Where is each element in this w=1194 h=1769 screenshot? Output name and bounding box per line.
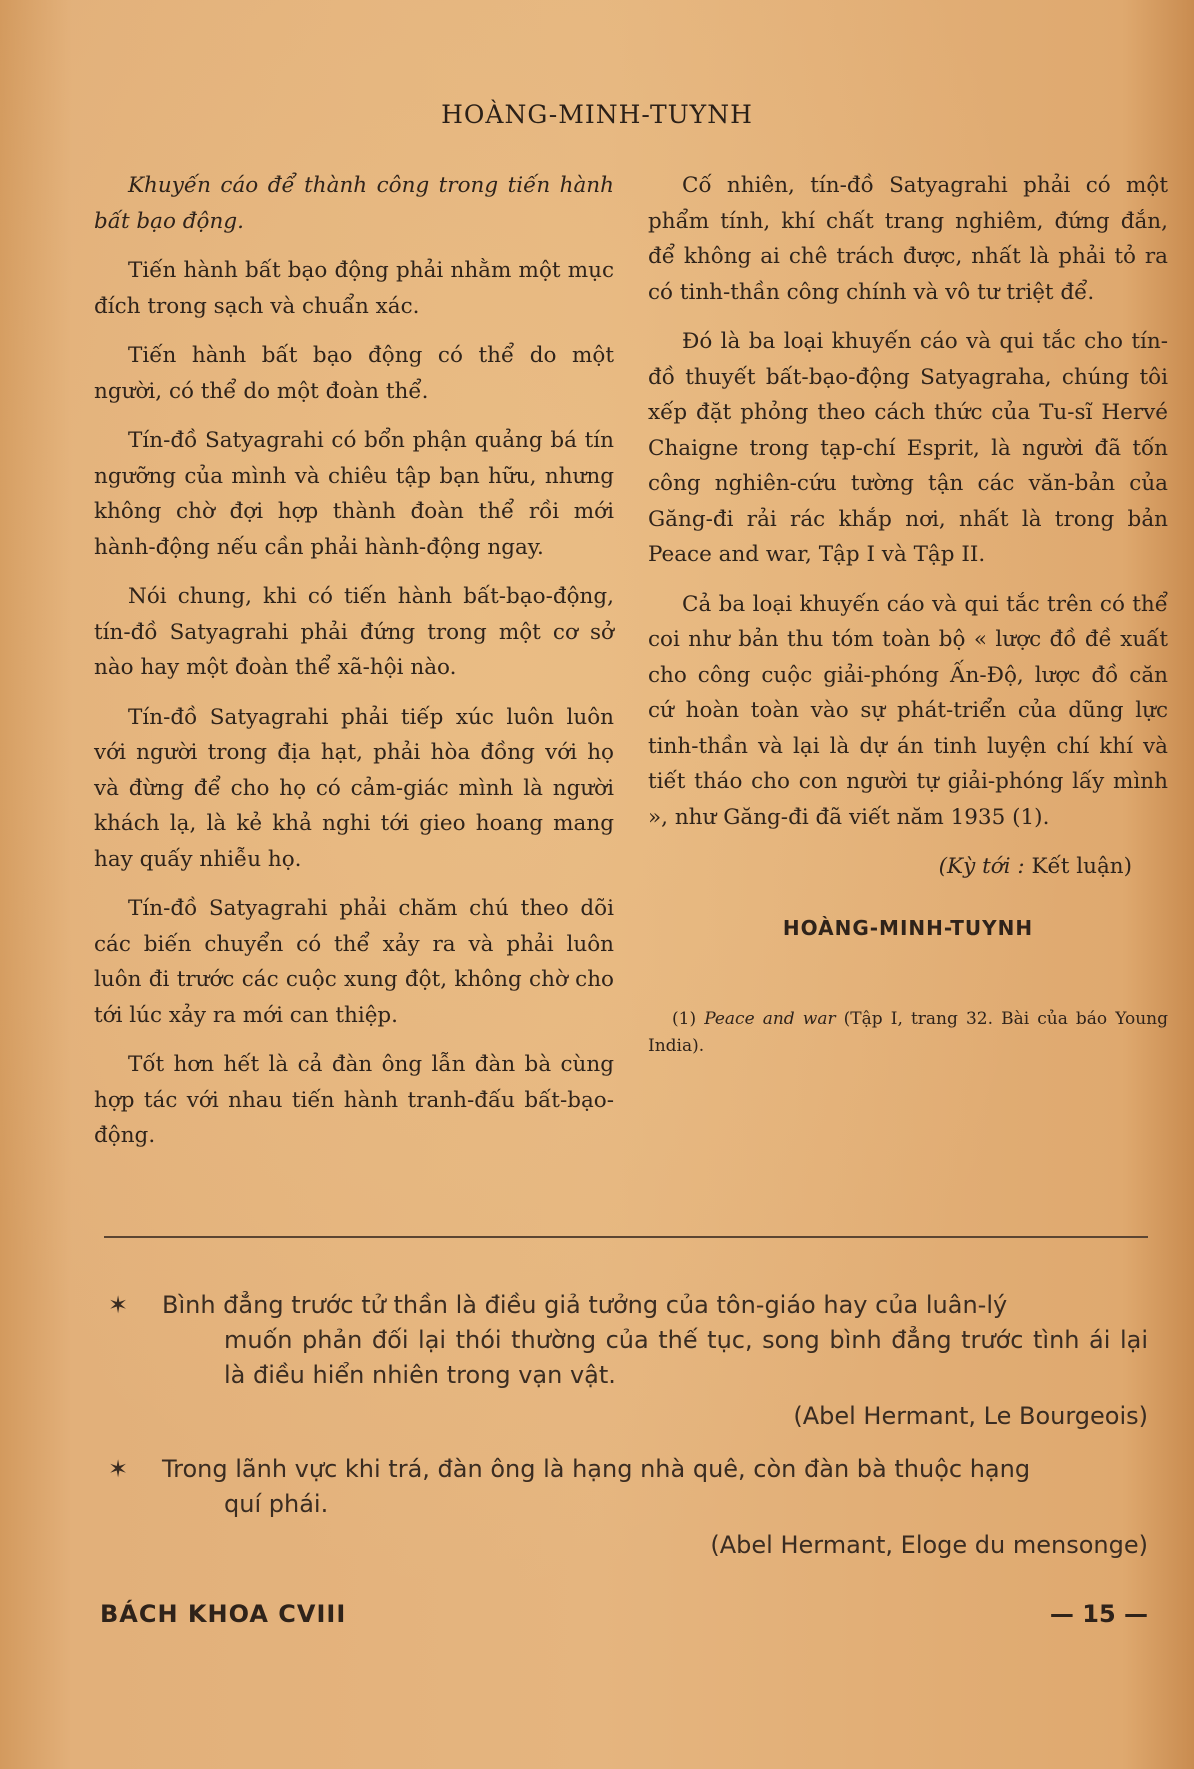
footnote-number: (1) [672, 1009, 697, 1029]
footnote-text: (Tập I, trang 32. Bài của báo Young India). [648, 1009, 1169, 1056]
section-divider [104, 1236, 1148, 1238]
footnote [648, 1006, 1168, 1060]
paragraph: Tín-đồ Satyagrahi có bổn phận quảng bá tín ngưỡng của mình và chiêu tập bạn hữu, nhưng không chờ đợi hợp thành đoàn thể rồi mới hành-động nếu cần phải hành-động ngay. [94, 428, 614, 560]
paragraph: Đó là ba loại khuyến cáo và qui tắc cho tín-đồ thuyết bất-bạo-động Satyagraha, chúng tôi xếp đặt phỏng theo cách thức của Tu-sĩ Hervé Chaigne trong tạp-chí Esprit, là người đã tốn công nghiên-cứu tường tận các văn-bản của Găng-đi rải rác khắp nơi, nhất là trong bản Peace and war, Tập I và Tập II. [648, 329, 1168, 567]
quote-block [108, 1452, 1148, 1563]
continued-prefix: (Kỳ tới : [938, 854, 1025, 879]
continued-note [648, 849, 1168, 885]
author-signature: HOÀNG-MINH-TUYNH [782, 915, 1034, 940]
quote-continuation: muốn phản đối lại thói thường của thế tục, song bình đẳng trước tình ái lại là điều hiển nhiên trong vạn vật. [224, 1326, 1148, 1389]
quote-text [162, 1288, 1148, 1434]
quote-source: (Abel Hermant, Le Bourgeois) [793, 1402, 1148, 1430]
continued-suffix: Kết luận) [1024, 854, 1132, 879]
paragraph: Cả ba loại khuyến cáo và qui tắc trên có thể coi như bản thu tóm toàn bộ « lược đồ đề xuất cho công cuộc giải-phóng Ấn-Độ, lược đồ căn cứ hoàn toàn vào sự phát-triển của dũng lực tinh-thần và lại là dự án tinh luyện chí khí và tiết tháo cho con người tự giải-phóng lấy mình », như Găng-đi đã viết năm 1935 (1). [648, 591, 1168, 830]
footnote-title: Peace and war [704, 1009, 836, 1029]
quote-first-line: Trong lãnh vực khi trá, đàn ông là hạng nhà quê, còn đàn bà thuộc hạng [162, 1455, 1031, 1483]
page-header: HOÀNG-MINH-TUYNH [441, 100, 753, 129]
paragraph: Tín-đồ Satyagrahi phải tiếp xúc luôn luôn với người trong địa hạt, phải hòa đồng với họ và đừng để cho họ có cảm-giác mình là người khách lạ, là kẻ khả nghi tới gieo hoang mang hay quấy nhiễu họ. [94, 704, 614, 872]
quote-source: (Abel Hermant, Eloge du mensonge) [710, 1531, 1148, 1559]
paragraph: Cố nhiên, tín-đồ Satyagrahi phải có một phẩm tính, khí chất trang nghiêm, đứng đắn, để không ai chê trách được, nhất là phải tỏ ra có tinh-thần công chính và vô tư triệt để. [648, 173, 1168, 305]
quote-block [108, 1288, 1148, 1434]
quote-text [162, 1452, 1148, 1563]
publication-name: BÁCH KHOA CVIII [100, 1600, 347, 1628]
paragraph: Tiến hành bất bạo động có thể do một người, có thể do một đoàn thể. [94, 343, 614, 404]
right-column [648, 168, 1168, 1074]
quote-continuation: quí phái. [224, 1490, 329, 1518]
star-bullet-icon: ✶ [108, 1291, 129, 1319]
paragraph: Tín-đồ Satyagrahi phải chăm chú theo dõi các biến chuyển có thể xảy ra và phải luôn luôn đi trước các cuộc xung đột, không chờ cho tới lúc xảy ra mới can thiệp. [94, 896, 614, 1028]
page-number: — 15 — [1049, 1600, 1148, 1628]
section-heading: Khuyến cáo để thành công trong tiến hành bất bạo động. [94, 173, 614, 234]
paragraph: Nói chung, khi có tiến hành bất-bạo-động, tín-đồ Satyagrahi phải đứng trong một cơ sở nào hay một đoàn thể xã-hội nào. [94, 584, 614, 680]
paragraph: Tốt hơn hết là cả đàn ông lẫn đàn bà cùng hợp tác với nhau tiến hành tranh-đấu bất-bạo-động. [94, 1052, 614, 1148]
left-column [94, 168, 614, 1168]
quote-first-line: Bình đẳng trước tử thần là điều giả tưởng của tôn-giáo hay của luân-lý [162, 1291, 1008, 1319]
star-bullet-icon: ✶ [108, 1455, 129, 1483]
paragraph: Tiến hành bất bạo động phải nhằm một mục đích trong sạch và chuẩn xác. [94, 258, 614, 319]
